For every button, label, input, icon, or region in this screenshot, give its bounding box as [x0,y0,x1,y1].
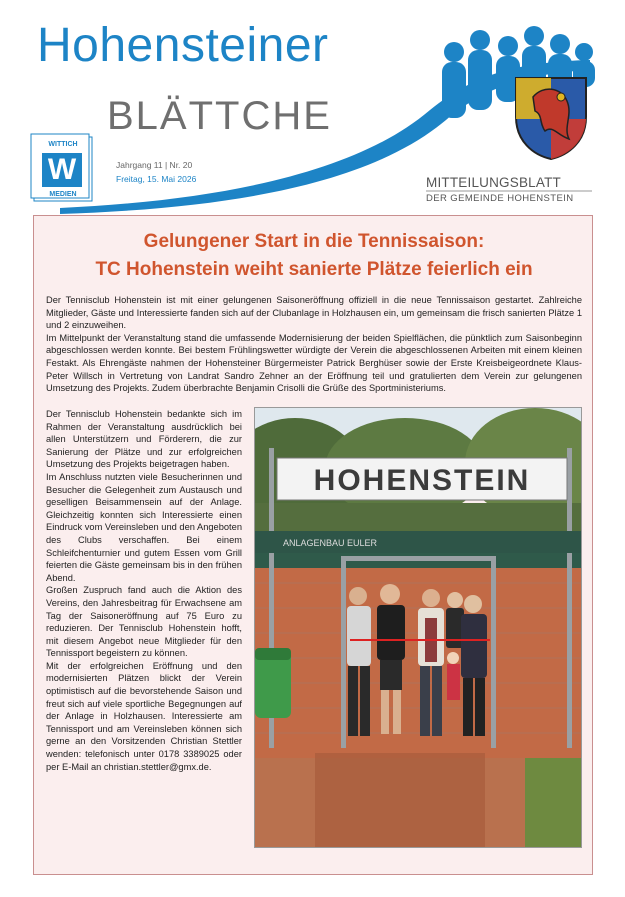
publisher-logo [30,133,94,203]
publisher-w-icon: W [42,153,82,187]
column-paragraph: Großen Zuspruch fand auch die Aktion des Vereins, den Jahresbeitrag für Erwachsene am Tag der Saisoneröffnung auf 75 Euro zu reduzieren. Der Tennisclub Hohenstein hofft, mit diesem Angebot neue Mitglieder für den Tennissport begeistern zu können. [46,585,242,659]
publisher-name-top: WITTICH [48,141,78,148]
gemeinde-subtitle: DER GEMEINDE HOHENSTEIN [426,193,574,204]
masthead-title: Hohensteiner [37,19,329,72]
column-paragraph: Im Anschluss nutzten viele Besucherinnen und Besucher die Gelegenheit zum Austausch und geselligen Beisammensein auf der Anlage. Gleichzeitig konnten sich Interessierte einen Eindruck vom Vereinsleben und den Angeboten des Clubs verschaffen. Bei einem Schleifchenturnier und gutem Essen vom Grill feierten die Gäste gemeinsam bis in den frühen Abend. [46,471,242,583]
intro-paragraph: Im Mittelpunkt der Veranstaltung stand die umfassende Modernisierung der beiden Spielflächen, die pünktlich zum Saisonbeginn abgeschlossen werden konnte. Bei bestem Frühlingswetter würdigte der Verein die abgeschlossenen Arbeiten mit einem kleinen Festakt. Als Ehrengäste nahmen der Hohensteiner Bürgermeister Patrick Berghüser sowie der Erste Kreisbeigeordnete Klaus-Peter Willsch in Vertretung von Landrat Sandro Zehner an der Eröffnung teil und gratulierten dem Verein zur gelungenen Umsetzung des Projekts. Zudem überbrachte Benjamin Crisolli die Grüße des Sportministeriums. [46,332,582,394]
column-paragraph: Mit der erfolgreichen Eröffnung und den modernisierten Plätzen blickt der Verein optimistisch auf die bevorstehende Saison und freut sich auf viele sportliche Begegnungen auf der Anlage in Holzhausen. Interessierte am Tennissport und am Vereinsleben können sich gerne an den Vorsitzenden Christian Stettler wenden: telefonisch unter 0178 3389025 oder per E-Mail an christian.stettler@gmx.de. [46,660,242,772]
masthead [0,0,625,215]
publisher-name-bottom: MEDIEN [49,191,77,198]
masthead-subtitle: BLÄTTCHE [107,94,332,138]
banner-text: HOHENSTEIN [313,464,531,497]
coat-of-arms-icon [513,75,589,161]
issue-date: Freitag, 15. Mai 2026 [116,174,197,184]
issue-number: Jahrgang 11 | Nr. 20 [116,160,193,170]
intro-paragraph: Der Tennisclub Hohenstein ist mit einer gelungenen Saisoneröffnung offiziell in die neue Tennissaison gestartet. Zahlreiche Mitglieder, Gäste und Interessierte fanden sich auf der Clubanlage in Holzhausen ein, um gemeinsam die frisch sanierten Plätze 1 und 2 einzuweihen. [46,295,582,331]
article-photo [254,407,582,848]
article-box [33,215,593,875]
headline-line-1: Gelungener Start in die Tennissaison: [143,231,485,252]
article-intro [46,294,582,395]
column-paragraph: Der Tennisclub Hohenstein bedankte sich im Rahmen der Veranstaltung ausdrücklich bei allen Unterstützern und Förderern, die zur Sanierung der Plätze und zur erfolgreichen Umsetzung des Projekts beigetragen haben. [46,409,242,470]
headline-line-2: TC Hohenstein weiht sanierte Plätze feierlich ein [95,259,533,280]
article-column [46,408,242,773]
mitteilungsblatt-title: MITTEILUNGSBLATT [426,175,561,190]
sign-text: ANLAGENBAU EULER [283,538,378,548]
